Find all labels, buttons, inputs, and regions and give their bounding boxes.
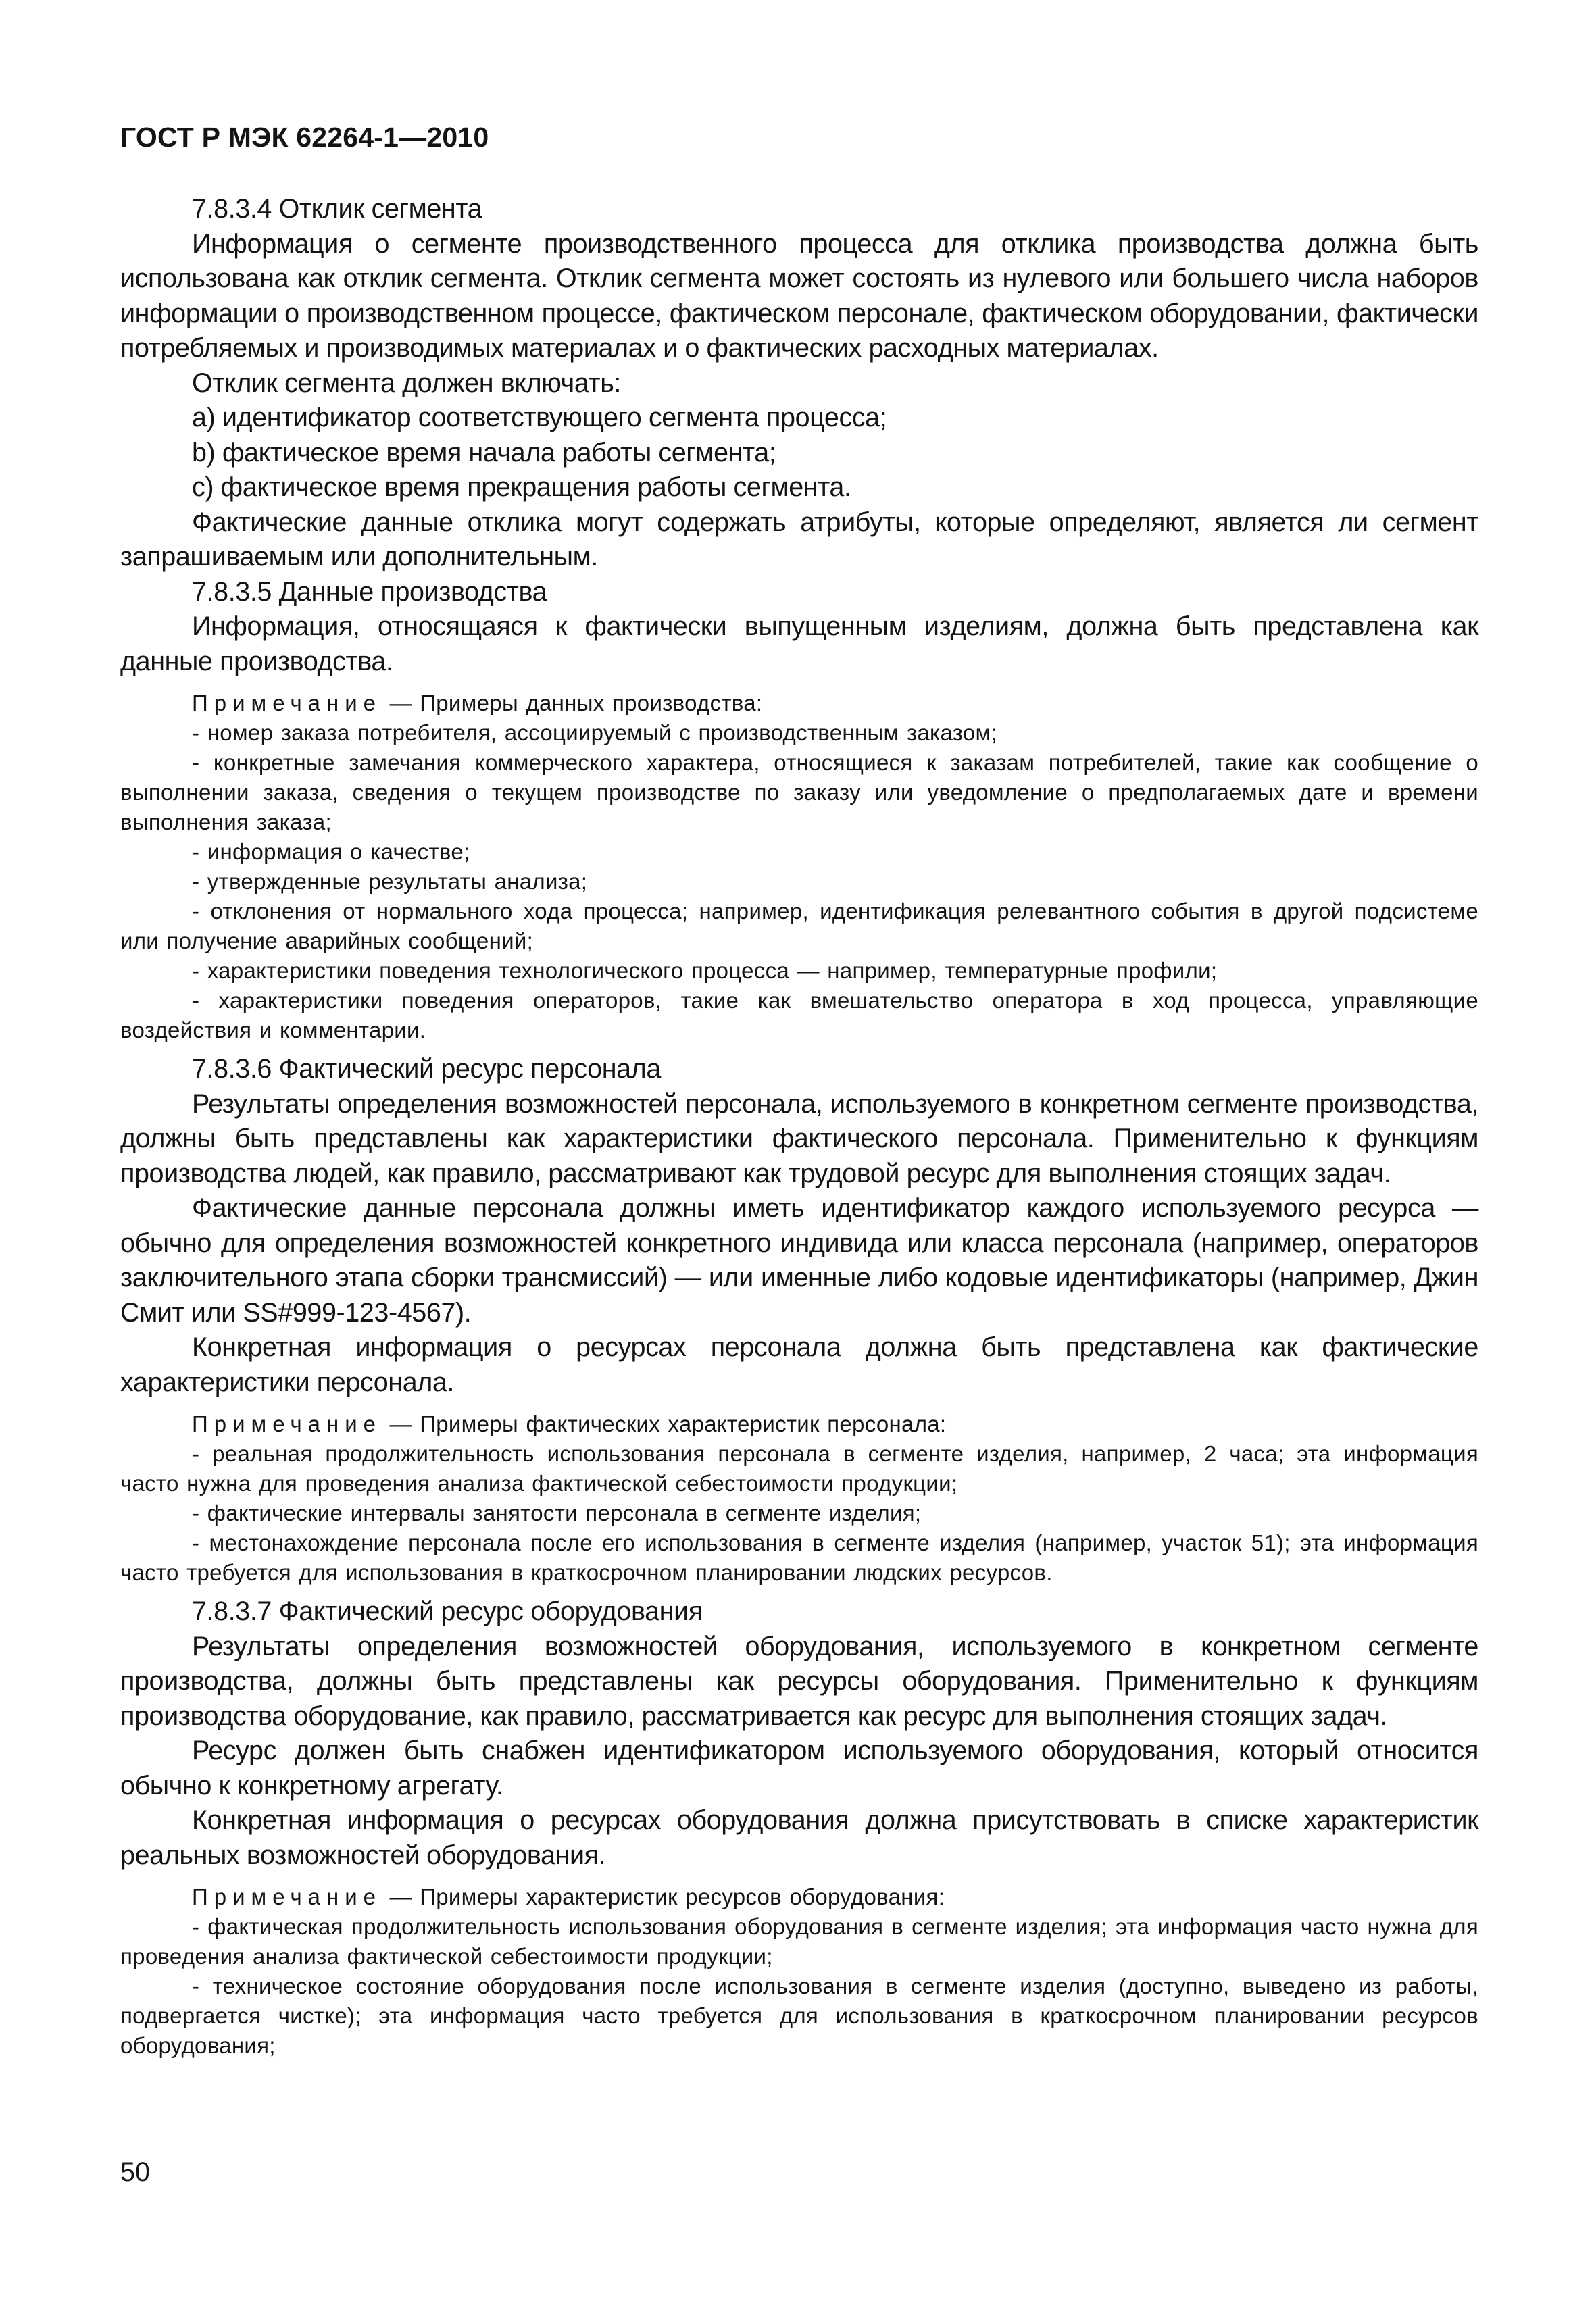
document-header: ГОСТ Р МЭК 62264-1—2010 [120, 122, 489, 153]
paragraph: Фактические данные отклика могут содержать атрибуты, которые определяют, является ли сегмент запрашиваемым или дополнительным. [120, 507, 1478, 572]
note-label: Примечание [192, 1884, 382, 1909]
note-item: - фактические интервалы занятости персонала в сегменте изделия; [192, 1501, 922, 1526]
section-heading-7837: 7.8.3.7 Фактический ресурс оборудования [192, 1596, 703, 1626]
note-intro [120, 1882, 1478, 1912]
note-item: - техническое состояние оборудования после использования в сегменте изделия (доступно, выведено из работы, подвергается чистке); эта информация часто требуется для использования в краткосрочном планировании ресурсов оборудования; [120, 1973, 1478, 2058]
section-heading-7836: 7.8.3.6 Фактический ресурс персонала [192, 1054, 661, 1084]
list-item: b) фактическое время начала работы сегмента; [192, 437, 776, 468]
paragraph: Результаты определения возможностей персонала, используемого в конкретном сегменте производства, должны быть представлены как характеристики фактического персонала. Применительно к функциям производства людей, как правило, рассматривают как трудовой ресурс для выполнения стоящих задач. [120, 1088, 1478, 1188]
list-item: a) идентификатор соответствующего сегмента процесса; [192, 403, 887, 432]
note-item: - конкретные замечания коммерческого характера, относящиеся к заказам потребителей, такие как сообщение о выполнении заказа, сведения о текущем производстве по заказу или уведомление о предполагаемых дате и времени выполнения заказа; [120, 750, 1478, 834]
paragraph: Конкретная информация о ресурсах оборудования должна присутствовать в списке характеристик реальных возможностей оборудования. [120, 1805, 1478, 1870]
paragraph: Отклик сегмента должен включать: [192, 368, 621, 398]
note-item: - реальная продолжительность использования персонала в сегменте изделия, например, 2 часа; эта информация часто нужна для проведения анализа фактической себестоимости продукции; [120, 1441, 1478, 1496]
note-intro-text: — Примеры фактических характеристик персонала: [382, 1411, 947, 1436]
section-heading-7835: 7.8.3.5 Данные производства [192, 576, 547, 607]
page-number: 50 [120, 2157, 150, 2187]
paragraph: Конкретная информация о ресурсах персонала должна быть представлена как фактические характеристики персонала. [120, 1332, 1478, 1397]
paragraph: Результаты определения возможностей оборудования, используемого в конкретном сегменте производства, должны быть представлены как ресурсы оборудования. Применительно к функциям производства оборудование, как правило, рассматривается как ресурс для выполнения стоящих задач. [120, 1631, 1478, 1731]
note-item: - местонахождение персонала после его использования в сегменте изделия (например, участок 51); эта информация часто требуется для использования в краткосрочном планировании людских ресурсов. [120, 1530, 1478, 1585]
note-label: Примечание [192, 690, 382, 715]
paragraph: Ресурс должен быть снабжен идентификатором используемого оборудования, который относится обычно к конкретному агрегату. [120, 1736, 1478, 1801]
paragraph: Информация, относящаяся к фактически выпущенным изделиям, должна быть представлена как данные производства. [120, 611, 1478, 676]
note-intro-text: — Примеры характеристик ресурсов оборудования: [382, 1884, 945, 1909]
note-item: - характеристики поведения операторов, такие как вмешательство оператора в ход процесса, управляющие воздействия и комментарии. [120, 988, 1478, 1042]
note-item: - отклонения от нормального хода процесса; например, идентификация релевантного события в другой подсистеме или получение аварийных сообщений; [120, 899, 1478, 953]
note-intro [120, 688, 1478, 718]
list-item: c) фактическое время прекращения работы сегмента. [192, 472, 851, 502]
note-item: - утвержденные результаты анализа; [192, 869, 588, 894]
paragraph: Фактические данные персонала должны иметь идентификатор каждого используемого ресурса — обычно для определения возможностей конкретного индивида или класса персонала (например, операторов заключительного этапа сборки трансмиссий) — или именные либо кодовые идентификаторы (например, Джин Смит или SS#999-123-4567). [120, 1193, 1478, 1328]
note-item: - информация о качестве; [192, 839, 470, 864]
note-intro [120, 1409, 1478, 1439]
paragraph: Информация о сегменте производственного процесса для отклика производства должна быть использована как отклик сегмента. Отклик сегмента может состоять из нулевого или большего числа наборов информации о производственном процессе, фактическом персонале, фактическом оборудовании, фактически потребляемых и производимых материалах и о фактических расходных материалах. [120, 228, 1478, 363]
note-item: - характеристики поведения технологического процесса — например, температурные профили; [192, 958, 1218, 983]
document-body [120, 192, 1478, 2061]
section-heading-7834: 7.8.3.4 Отклик сегмента [192, 194, 482, 224]
note-label: Примечание [192, 1411, 382, 1436]
note-item: - номер заказа потребителя, ассоциируемый с производственным заказом; [192, 720, 997, 745]
note-intro-text: — Примеры данных производства: [382, 690, 763, 715]
note-item: - фактическая продолжительность использования оборудования в сегменте изделия; эта информация часто нужна для проведения анализа фактической себестоимости продукции; [120, 1914, 1478, 1969]
